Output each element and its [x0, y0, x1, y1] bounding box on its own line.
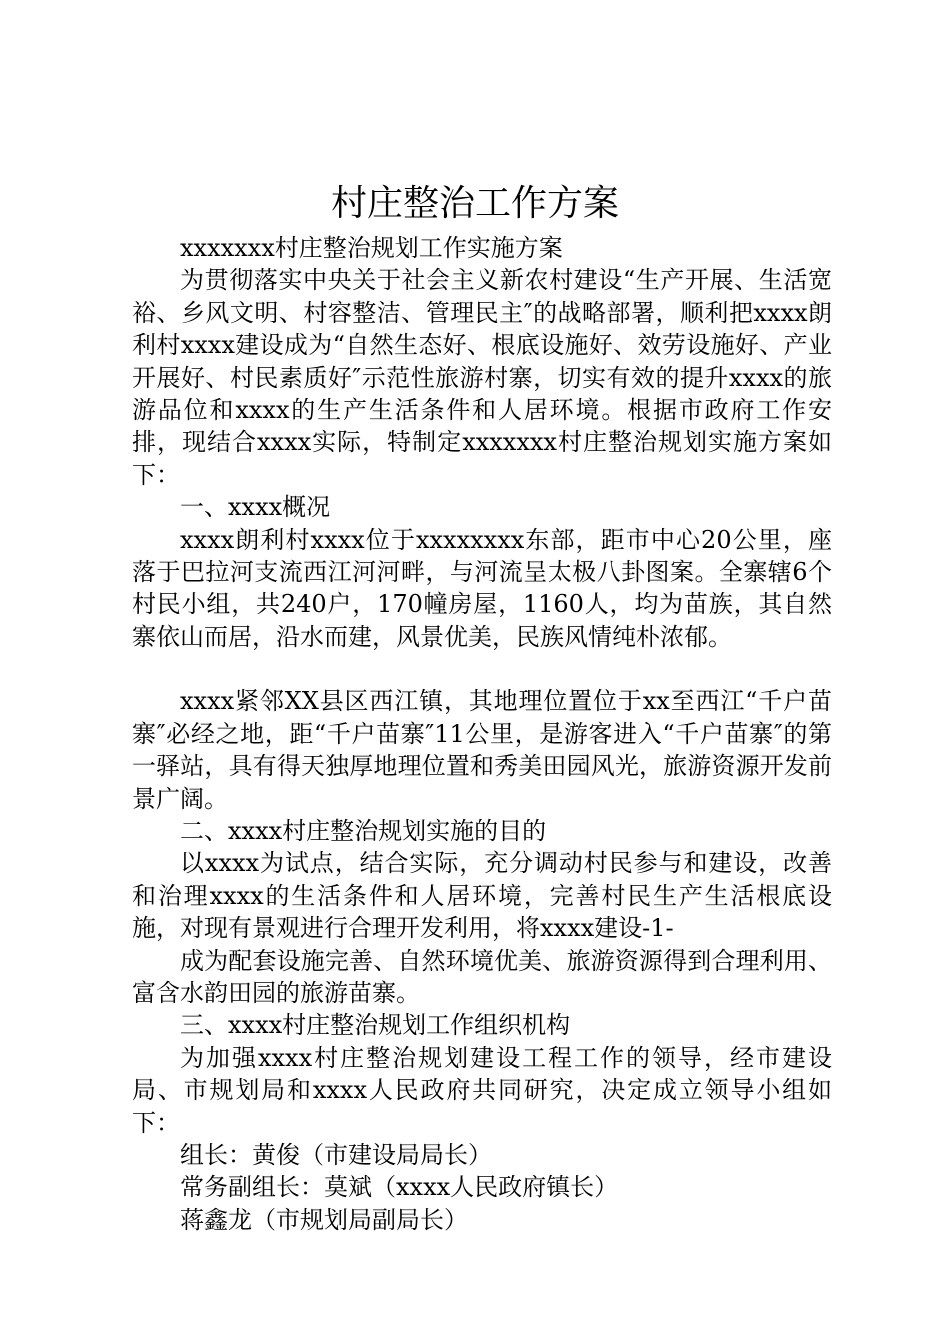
section-heading-purpose: 二、xxxx村庄整治规划实施的目的 — [180, 816, 547, 845]
section-heading-overview: 一、xxxx概况 — [180, 493, 331, 522]
location-paragraph: xxxx紧邻XX县区西江镇，其地理位置位于xx至西江“千户苗寨″必经之地，距“千户苗寨″11公里，是游客进入“千户苗寨″的第一驿站，具有得天独厚地理位置和秀美田园风光，旅游资源开发前景广阔。 — [132, 687, 832, 813]
leader-line: 组长：黄俊（市建设局局长） — [180, 1140, 492, 1169]
purpose-paragraph: 以xxxx为试点，结合实际，充分调动村民参与和建设，改善和治理xxxx的生活条件和人居环境，完善村民生产生活根底设施，对现有景观进行合理开发利用，将xxxx建设-1- — [132, 849, 832, 943]
organization-paragraph: 为加强xxxx村庄整治规划建设工程工作的领导，经市建设局、市规划局和xxxx人民政府共同研究，决定成立领导小组如下： — [132, 1043, 832, 1137]
document-body — [132, 232, 832, 1236]
purpose-paragraph-continued: 成为配套设施完善、自然环境优美、旅游资源得到合理利用、富含水韵田园的旅游苗寨。 — [132, 946, 832, 1007]
overview-paragraph: xxxx朗利村xxxx位于xxxxxxxx东部，距市中心20公里，座落于巴拉河支流西江河河畔，与河流呈太极八卦图案。全寨辖6个村民小组，共240户，170幢房屋，1160人，均为苗族，其自然寨依山而居，沿水而建，风景优美，民族风情纯朴浓郁。 — [132, 525, 832, 651]
document-title: 村庄整治工作方案 — [330, 183, 619, 224]
intro-paragraph: 为贯彻落实中央关于社会主义新农村建设“生产开展、生活宽裕、乡风文明、村容整洁、管理民主″的战略部署，顺利把xxxx朗利村xxxx建设成为“自然生态好、根底设施好、效劳设施好、产业开展好、村民素质好″示范性旅游村寨，切实有效的提升xxxx的旅游品位和xxxx的生产生活条件和人居环境。根据市政府工作安排，现结合xxxx实际，特制定xxxxxxx村庄整治规划实施方案如下： — [132, 266, 832, 489]
section-heading-organization: 三、xxxx村庄整治规划工作组织机构 — [180, 1011, 571, 1040]
deputy-leader-line: 常务副组长：莫斌（xxxx人民政府镇长） — [180, 1173, 619, 1202]
member-line: 蒋鑫龙（市规划局副局长） — [180, 1205, 468, 1234]
subtitle-paragraph: xxxxxxx村庄整治规划工作实施方案 — [180, 234, 563, 262]
